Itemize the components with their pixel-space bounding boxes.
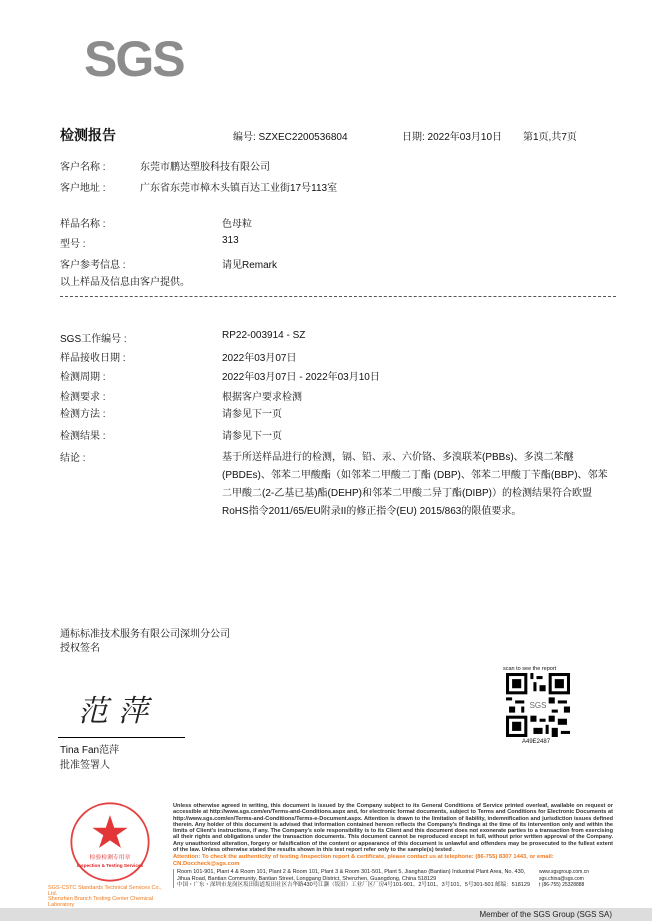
qr-code[interactable] (506, 673, 570, 737)
test-period-value: 2022年03月07日 - 2022年03月10日 (222, 372, 380, 383)
member-text: Member of the SGS Group (SGS SA) (479, 910, 612, 919)
divider (60, 296, 616, 297)
client-name-value: 东莞市鹏达塑胶科技有限公司 (140, 162, 270, 173)
authenticity-notice: Attention: To check the authenticity of testing /inspection report & certificate, please contact us at telephone: (86-755) 8307 1443, or email: CN.Doccheck@sgs.com (173, 854, 554, 868)
report-date: 日期: 2022年03月10日 (402, 132, 503, 143)
footer-text-block (173, 803, 613, 888)
test-request-label: 检测要求 : (60, 392, 106, 403)
authorized-signature-label: 授权签名 (60, 643, 100, 654)
disclaimer-text: Unless otherwise agreed in writing, this document is issued by the Company subject to its General Conditions of Service printed overleaf, available on request or accessible at http://www.sgs.com/en/Terms-and-Conditions.aspx and, for electronic format documents, subject to Terms and Conditions for Electronic Documents at http://www.sgs.com/en/Terms-and-Conditions/Terms-e-Document.aspx. Attention is drawn to the limitation of liability, indemnification and jurisdiction issues defined therein. Any holder of this document is advised that information contained hereon reflects the Company's findings at the time of its intervention only and within the limits of Client's instructions, if any. The Company's sole responsibility is to its Client and this document does not exonerate parties to a transaction from exercising all their rights and obligations under the transaction documents. This document cannot be reproduced except in full, without prior written approval of the Company. Any unauthorized alteration, forgery or falsification of the content or appearance of this document is unlawful and offenders may be prosecuted to the fullest extent of the law. Unless otherwise stated the results shown in this test report refer only to the sample(s) tested . (173, 803, 613, 854)
handwritten-signature: 范萍 (78, 694, 158, 729)
job-number-value: RP22-003914 - SZ (222, 330, 306, 341)
signature-line (58, 737, 185, 738)
client-address-label: 客户地址 : (60, 183, 106, 194)
sgs-logo: SGS (84, 31, 184, 87)
receive-date-value: 2022年03月07日 (222, 353, 297, 364)
client-ref-label: 客户参考信息 : (60, 260, 126, 271)
lab-company: 通标标准技术服务有限公司深圳分公司 (60, 629, 230, 640)
sample-name-value: 色母粒 (222, 219, 252, 230)
signer-role: 批准签署人 (60, 760, 110, 771)
address-column (173, 869, 535, 888)
seal-branch-en: Shenzhen Branch Testing Center Chemical Laboratory (48, 896, 154, 909)
seal-text-cn: 检验检测专用章 (89, 854, 131, 861)
client-address-value: 广东省东莞市樟木头镇百达工业街17号113室 (140, 183, 338, 194)
conclusion-label: 结论 : (60, 453, 86, 464)
model-value: 313 (222, 235, 239, 246)
website-link[interactable]: www.sgsgroup.com.cn (539, 869, 590, 876)
model-label: 型号 : (60, 239, 86, 250)
qr-code-id: A49E2487 (522, 739, 551, 745)
receive-date-label: 样品接收日期 : (60, 353, 126, 364)
contact-column (535, 869, 613, 888)
test-result-value: 请参见下一页 (222, 431, 282, 442)
page-title: 检测报告 (60, 127, 116, 143)
address-en: Room 101-901, Plant 4 & Room 101, Plant 2 & Room 101, Plant 3 & Room 301-501, Plant 5, Jianghao (Bantian) Industrial Plant Area, No. 430, Jihua Road, Bantian Community, Bantian Street, Longgang District, Shenzhen, Guangdong, China 518129 (177, 869, 526, 882)
report-number: 编号: SZXEC2200536804 (233, 132, 348, 143)
conclusion-text: 基于所送样品进行的检测，镉、铅、汞、六价铬、多溴联苯(PBBs)、多溴二苯醚(PBDEs)、邻苯二甲酸酯（如邻苯二甲酸二丁酯 (DBP)、邻苯二甲酸丁苄酯(BBP)、邻苯二甲酸二(2-乙基已基)酯(DEHP)和邻苯二甲酸二异丁酯(DIBP)）的检测结果符合欧盟RoHS指令2011/65/EU附录II的修正指令(EU) 2015/863的限值要求。 (222, 452, 608, 517)
qr-center-label: SGS (529, 701, 547, 711)
qr-caption: scan to see the report (503, 666, 557, 672)
seal-text-en: Inspection & Testing Services (76, 863, 144, 869)
seal-company-en: SGS-CSTC Standards Technical Services Co., Ltd. (48, 885, 162, 898)
phone: t (86-755) 25328888 (539, 881, 585, 888)
sample-name-label: 样品名称 : (60, 219, 106, 230)
test-request-value: 根据客户要求检测 (222, 392, 302, 403)
address-cn: 中国・广东・深圳市龙岗区坂田街道坂田社区吉华路430号江灏（坂田）工业厂区厂房4号101-901、2号101、3号101、5号301-501 邮编：518129 (177, 881, 531, 888)
signer-name: Tina Fan范萍 (60, 745, 120, 756)
company-seal (68, 800, 152, 884)
client-name-label: 客户名称 : (60, 162, 106, 173)
page-count: 第1页,共7页 (523, 132, 577, 143)
test-result-label: 检测结果 : (60, 431, 106, 442)
address-row (173, 869, 613, 888)
test-method-value: 请参见下一页 (222, 409, 282, 420)
job-number-label: SGS工作编号 : (60, 334, 127, 345)
test-period-label: 检测周期 : (60, 372, 106, 383)
email-link[interactable]: sgs.china@sgs.com (539, 875, 584, 882)
test-method-label: 检测方法 : (60, 409, 106, 420)
client-ref-value: 请见Remark (222, 260, 278, 271)
sample-note: 以上样品及信息由客户提供。 (60, 277, 190, 288)
